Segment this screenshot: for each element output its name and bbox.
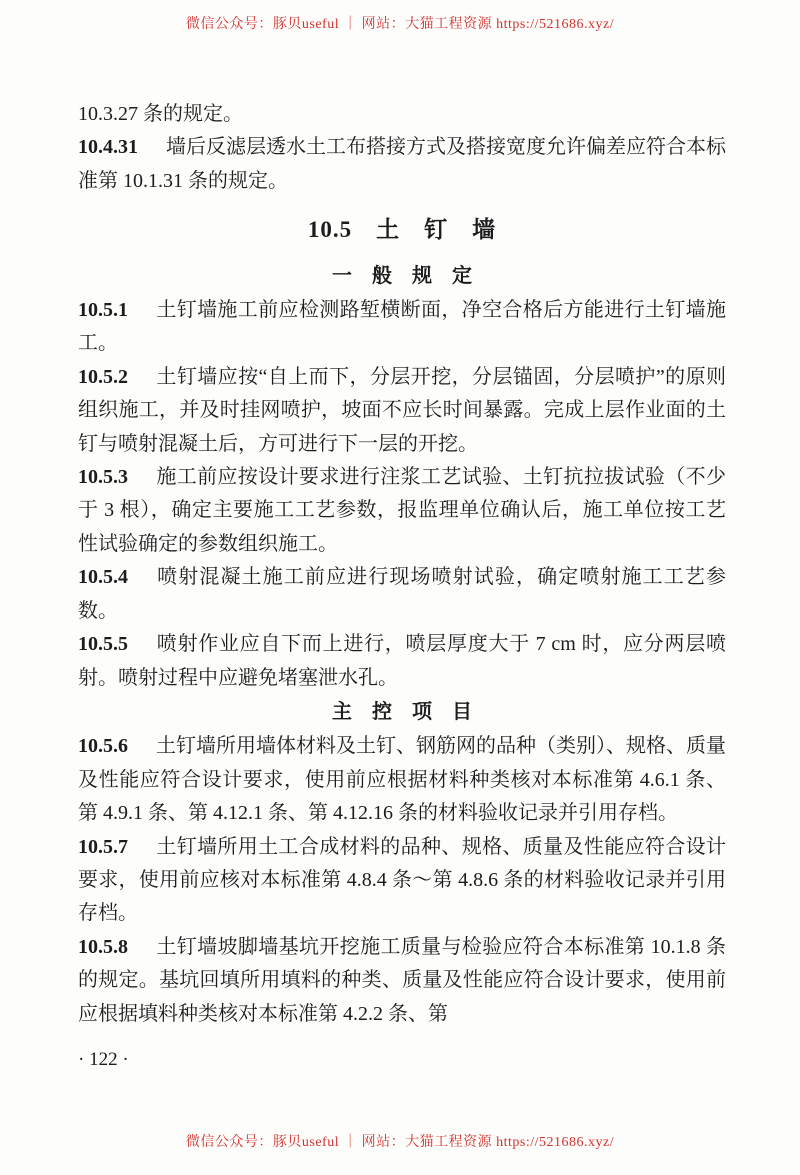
watermark-bottom: 微信公众号：豚贝useful ｜ 网站：大猫工程资源 https://521686.xyz/ <box>185 1135 615 1150</box>
clause-10-4-31 <box>78 131 726 198</box>
clause-10-5-2 <box>78 361 726 461</box>
clause-number: 10.5.3 <box>78 466 128 489</box>
clause-number: 10.4.31 <box>78 136 138 159</box>
clause-10-5-8 <box>78 931 726 1031</box>
clause-text: 施工前应按设计要求进行注浆工艺试验、土钉抗拉拔试验（不少于 3 根），确定主要施工工艺参数，报监理单位确认后，施工单位按工艺性试验确定的参数组织施工。 <box>78 466 726 555</box>
clause-text: 土钉墙所用墙体材料及土钉、钢筋网的品种（类别）、规格、质量及性能应符合设计要求，使用前应根据材料种类核对本标准第 4.6.1 条、第 4.9.1 条、第 4.12.1 条、第 4.12.16 条的材料验收记录并引用存档。 <box>78 735 726 825</box>
watermark-top: 微信公众号：豚贝useful ｜ 网站：大猫工程资源 https://521686.xyz/ <box>185 17 615 32</box>
clause-text: 土钉墙施工前应检测路堑横断面，净空合格后方能进行土钉墙施工。 <box>78 299 726 355</box>
clause-number: 10.5.8 <box>78 935 128 958</box>
clause-text: 土钉墙坡脚墙基坑开挖施工质量与检验应符合本标准第 10.1.8 条的规定。基坑回填所用填料的种类、质量及性能应符合设计要求，使用前应根据填料种类核对本标准第 4.2.2 条、第 <box>78 935 726 1025</box>
clause-10-5-4 <box>78 561 726 628</box>
clause-number: 10.5.4 <box>78 566 128 589</box>
clause-10-5-3 <box>78 461 726 561</box>
clause-text: 土钉墙所用土工合成材料的品种、规格、质量及性能应符合设计要求，使用前应核对本标准第 4.8.4 条～第 4.8.6 条的材料验收记录并引用存档。 <box>78 835 726 925</box>
document-body <box>78 98 726 1076</box>
clause-number: 10.5.5 <box>78 633 128 656</box>
clause-text: 喷射混凝土施工前应进行现场喷射试验，确定喷射施工工艺参数。 <box>78 566 726 622</box>
paragraph-text: 10.3.27 条的规定。 <box>78 103 243 125</box>
paragraph-continuation <box>78 98 726 131</box>
clause-text: 土钉墙应按“自上而下，分层开挖，分层锚固，分层喷护”的原则组织施工，并及时挂网喷护，坡面不应长时间暴露。完成上层作业面的土钉与喷射混凝土后，方可进行下一层的开挖。 <box>78 365 726 455</box>
clause-number: 10.5.7 <box>78 835 128 858</box>
clause-10-5-1 <box>78 294 726 361</box>
subheading-main-control-items: 主 控 项 目 <box>332 700 472 723</box>
clause-10-5-5 <box>78 628 726 695</box>
clause-number: 10.5.2 <box>78 365 128 388</box>
section-heading-10-5: 10.5 土 钉 墙 <box>307 217 497 243</box>
clause-text: 喷射作业应自下而上进行，喷层厚度大于 7 cm 时，应分两层喷射。喷射过程中应避免堵塞泄水孔。 <box>78 633 726 689</box>
subheading-general-provisions: 一 般 规 定 <box>332 264 472 287</box>
clause-10-5-7 <box>78 831 726 931</box>
clause-number: 10.5.6 <box>78 735 128 758</box>
clause-number: 10.5.1 <box>78 299 128 322</box>
clause-10-5-6 <box>78 730 726 830</box>
page-number: · 122 · <box>78 1048 129 1070</box>
clause-text: 墙后反滤层透水土工布搭接方式及搭接宽度允许偏差应符合本标准第 10.1.31 条的规定。 <box>78 136 726 192</box>
